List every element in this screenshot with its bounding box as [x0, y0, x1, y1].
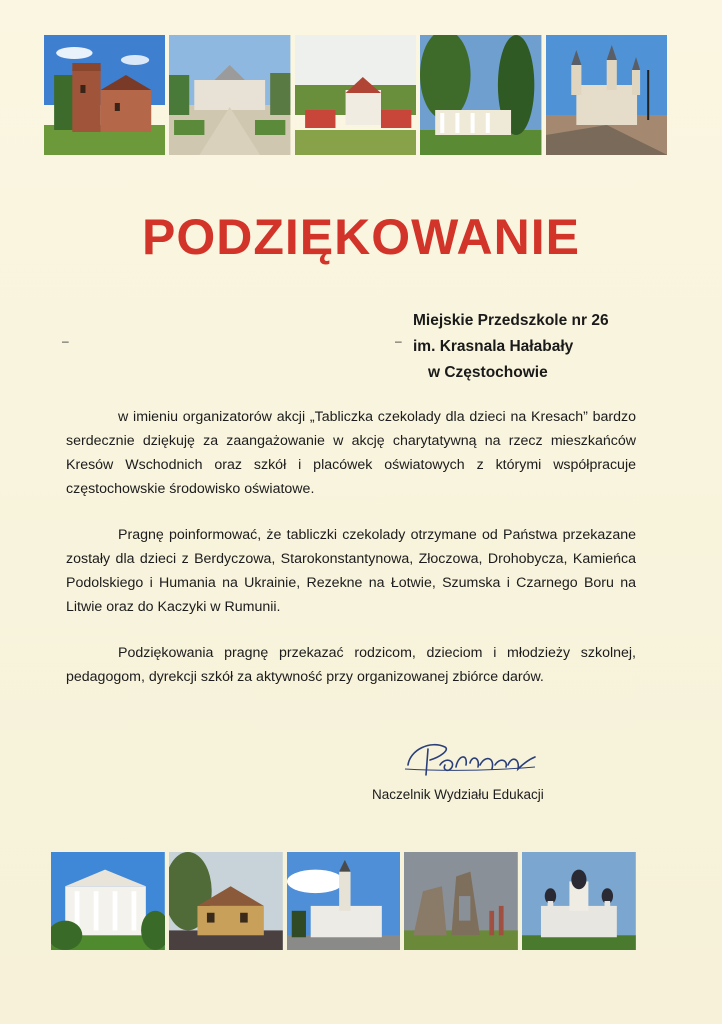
manor-trees-photo	[420, 35, 541, 155]
body-paragraph: Pragnę poinformować, że tabliczki czekolady otrzymane od Państwa przekazane zostały dla dzieci z Berdyczowa, Starokonstantynowa, Złoczowa, Drohobycza, Kamieńca Podolskiego i Humania na Ukrainie, Rezekne na Łotwie, Szumska i Czarnego Boru na Litwie oraz do Kaczyki w Rumunii.	[66, 527, 636, 615]
columned-manor-photo	[51, 852, 165, 950]
dash-mark: –	[395, 334, 402, 348]
body-paragraph: w imieniu organizatorów akcji „Tabliczka czekolady dla dzieci na Kresach” bardzo serdecznie dziękuję za zaangażowanie w akcję charytatywną na rzecz mieszkańców Kresów Wschodnich oraz szkół i placówek oświatowych z którymi współpracuje częstochowskie środowisko oświatowe.	[66, 409, 636, 497]
signature-title: Naczelnik Wydziału Edukacji	[372, 787, 544, 802]
old-town-castle-photo	[546, 35, 667, 155]
dash-mark: –	[62, 334, 69, 348]
body-paragraph: Podziękowania pragnę przekazać rodzicom, dzieciom i młodzieży szkolnej, pedagogom, dyrekcji szkół za aktywność przy organizowanej zbiórce darów.	[66, 645, 636, 685]
top-photo-strip	[44, 35, 667, 155]
recipient-line: Miejskie Przedszkole nr 26	[413, 312, 609, 329]
wooden-house-photo	[169, 852, 283, 950]
palace-garden-photo	[169, 35, 290, 155]
recipient-line: w Częstochowie	[428, 364, 548, 381]
letter-body	[66, 405, 636, 689]
document-title: PODZIĘKOWANIE	[141, 209, 581, 265]
town-hall-photo	[287, 852, 401, 950]
manor-houses-photo	[295, 35, 416, 155]
recipient-line: im. Krasnala Hałabały	[413, 338, 574, 355]
monastery-photo	[522, 852, 636, 950]
handwritten-signature	[400, 735, 540, 780]
recipient-block	[413, 308, 673, 386]
castle-photo	[44, 35, 165, 155]
bottom-photo-strip	[51, 852, 636, 950]
castle-ruins-photo	[404, 852, 518, 950]
